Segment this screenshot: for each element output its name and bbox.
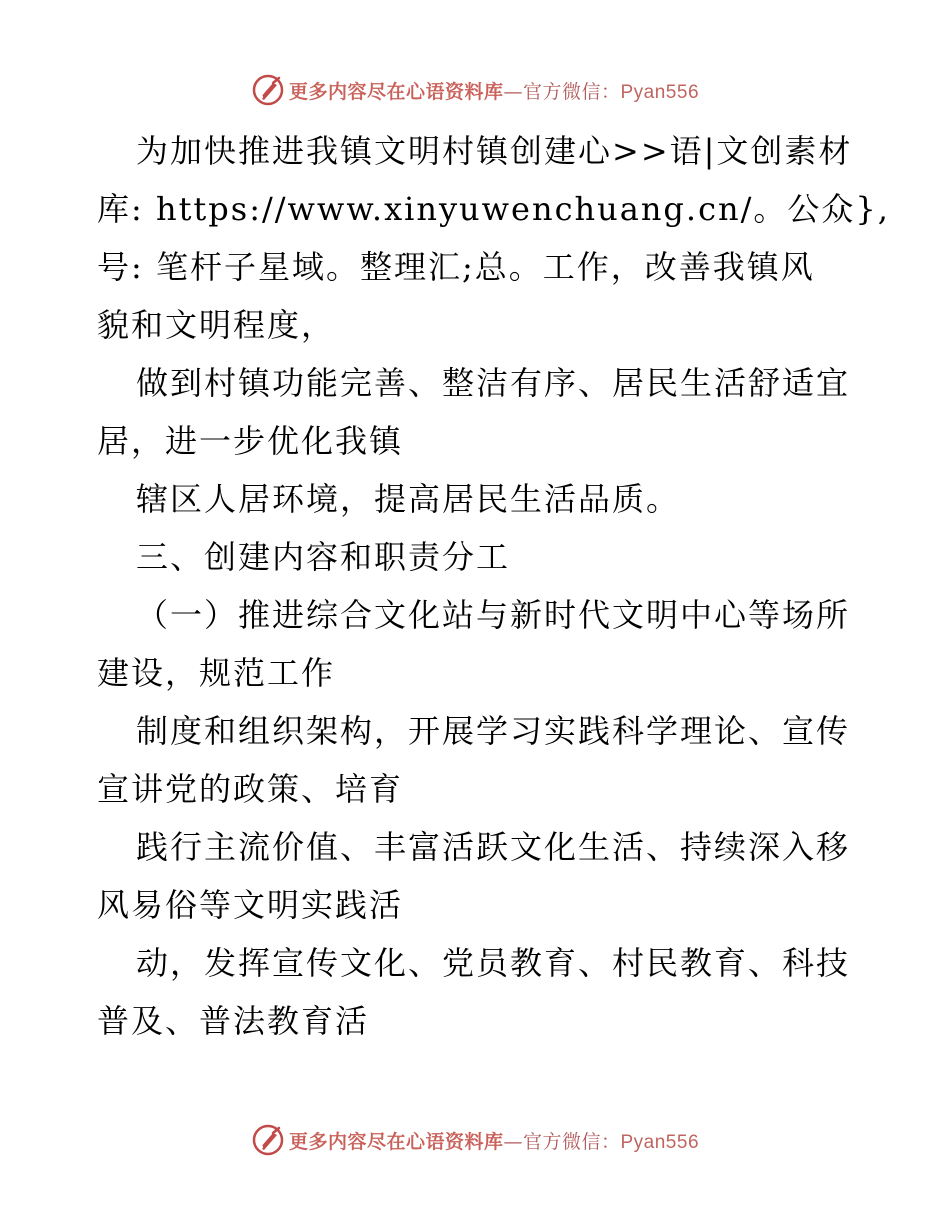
- watermark-text: [289, 1127, 699, 1154]
- header-watermark: [0, 70, 950, 110]
- paragraph-line: 号: 笔杆子星域。整理汇;总。工作，改善我镇风: [97, 248, 815, 286]
- paragraph-line: 普及、普法教育活: [97, 1002, 370, 1040]
- paragraph-line: 做到村镇功能完善、整洁有序、居民生活舒适宜: [136, 364, 851, 402]
- paragraph-line: 居，进一步优化我镇: [97, 422, 404, 460]
- paragraph-line: 建设，规范工作: [97, 654, 336, 692]
- watermark-wechat-id: Pyan556: [620, 1131, 700, 1153]
- quill-logo-icon: [251, 73, 285, 107]
- footer-watermark: [0, 1120, 950, 1160]
- section-heading: 三、创建内容和职责分工: [136, 538, 511, 576]
- paragraph-line: 库: https://www.xinyuwenchuang.cn/。公众},: [97, 190, 890, 228]
- paragraph-line: 貌和文明程度，: [97, 306, 336, 344]
- watermark-wechat-label: 官方微信：: [522, 80, 621, 103]
- watermark-separator: —: [503, 1130, 523, 1153]
- paragraph-line: 践行主流价值、丰富活跃文化生活、持续深入移: [136, 828, 851, 866]
- paragraph-line: 辖区人居环境，提高居民生活品质。: [136, 480, 681, 518]
- document-body: [97, 122, 890, 1050]
- paragraph-line: 为加快推进我镇文明村镇创建心>>语|文创素材: [136, 132, 853, 170]
- paragraph-line: 风易俗等文明实践活: [97, 886, 404, 924]
- watermark-main: 更多内容尽在心语资料库: [288, 80, 504, 103]
- watermark-wechat-label: 官方微信：: [522, 1130, 621, 1153]
- paragraph-line: 制度和组织架构，开展学习实践科学理论、宣传: [136, 712, 851, 750]
- subsection-heading: （一）推进综合文化站与新时代文明中心等场所: [136, 596, 851, 634]
- watermark-separator: —: [503, 80, 523, 103]
- quill-logo-icon: [251, 1123, 285, 1157]
- paragraph-line: 动，发挥宣传文化、党员教育、村民教育、科技: [136, 944, 851, 982]
- watermark-wechat-id: Pyan556: [620, 81, 700, 103]
- watermark-text: [289, 77, 699, 104]
- paragraph-line: 宣讲党的政策、培育: [97, 770, 404, 808]
- watermark-main: 更多内容尽在心语资料库: [288, 1130, 504, 1153]
